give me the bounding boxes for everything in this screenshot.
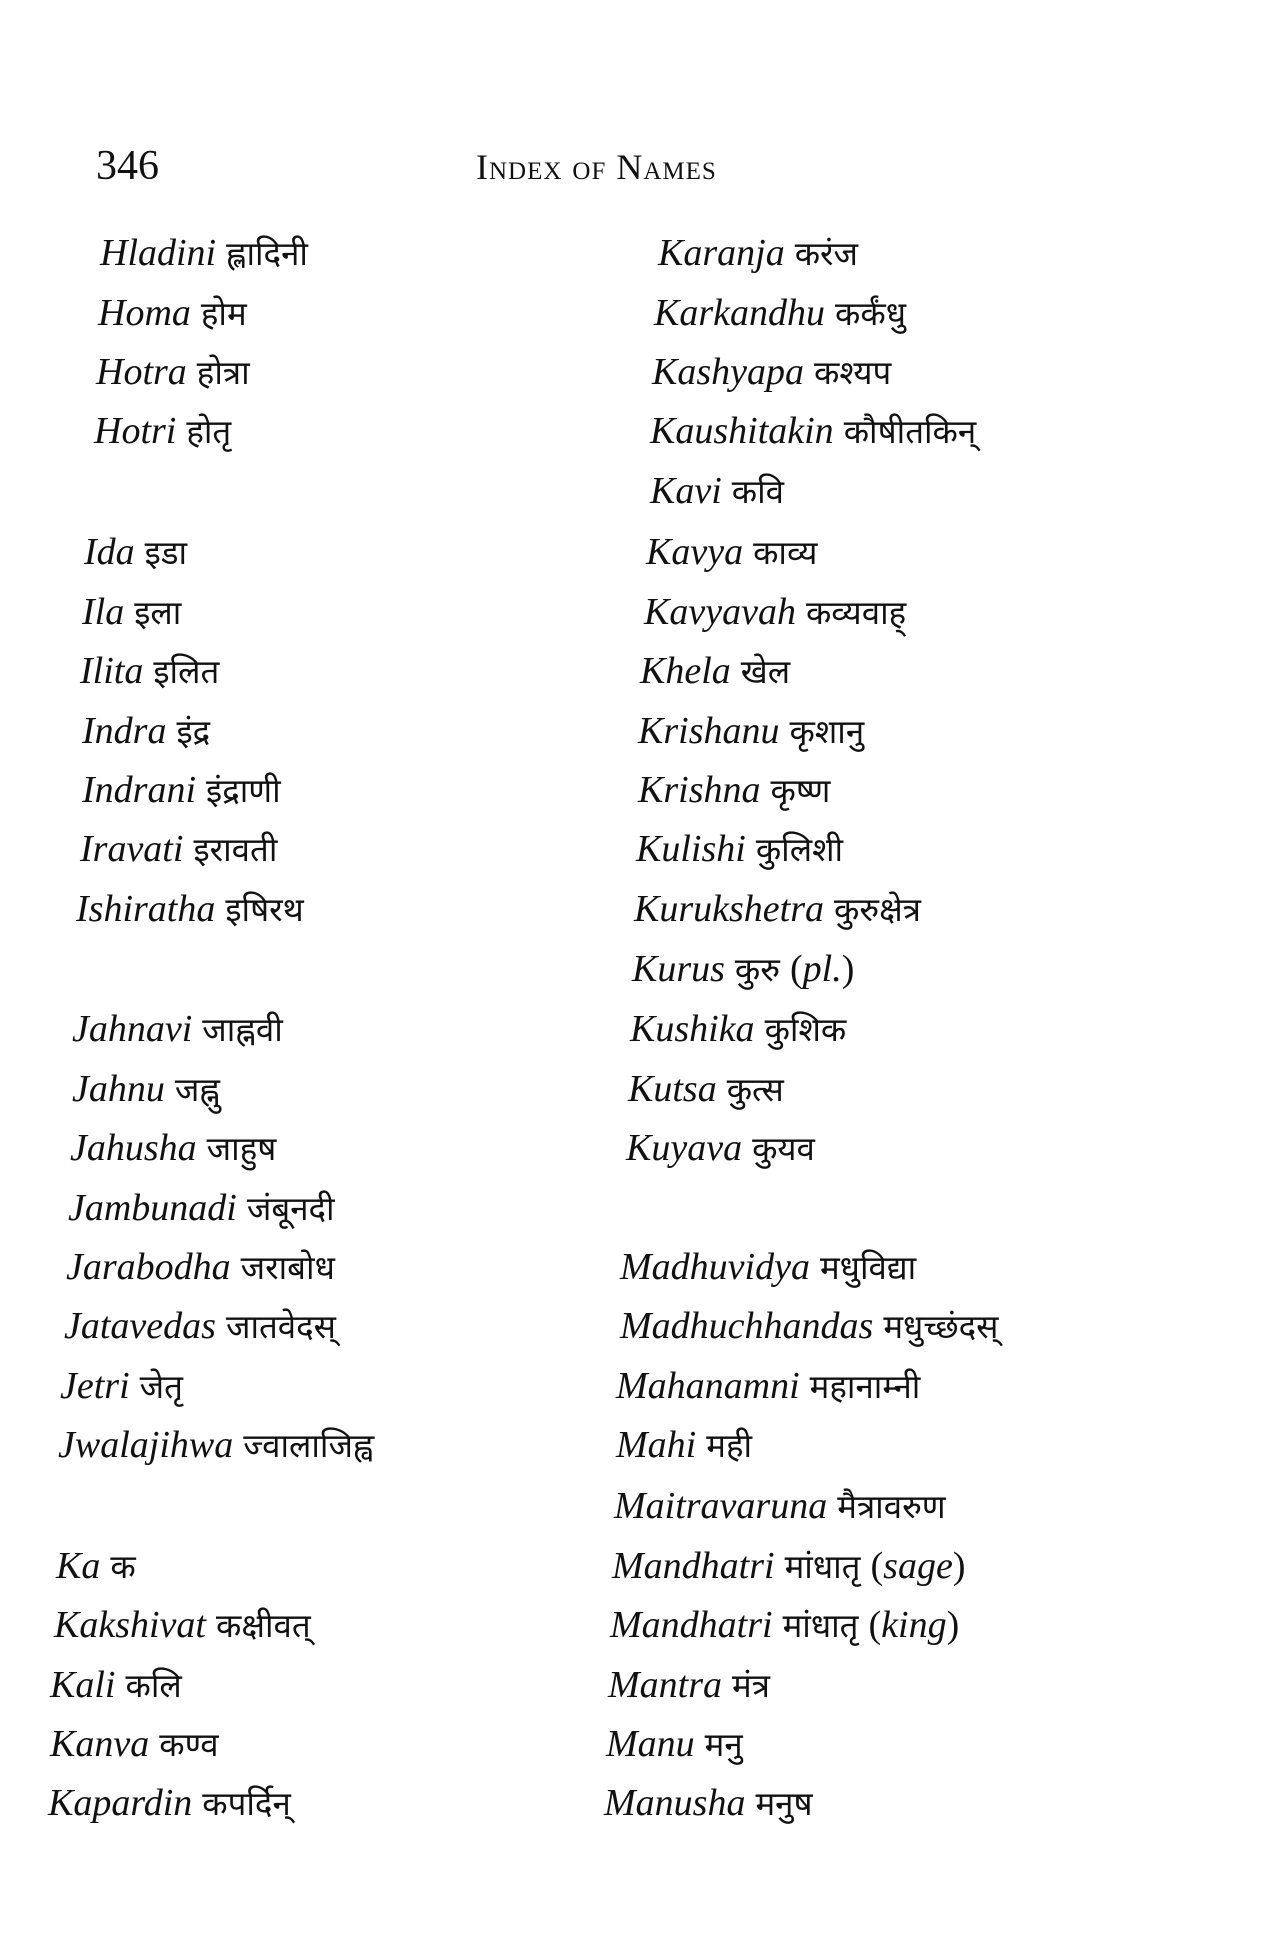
right-column-entry — [620, 1301, 998, 1351]
entry-name: Iravati — [80, 828, 184, 870]
entry-name: Madhuchhandas — [620, 1305, 874, 1347]
entry-name: Khela — [640, 650, 731, 692]
entry-name: Kaushitakin — [650, 410, 834, 452]
entry-devanagari: मधुविद्या — [819, 1248, 917, 1287]
entry-name: Karanja — [658, 232, 785, 274]
right-column-entry — [630, 1004, 846, 1054]
entry-name: Jahnavi — [72, 1008, 193, 1050]
entry-devanagari: इंद्र — [176, 712, 211, 751]
entry-name: Ishiratha — [76, 888, 216, 930]
right-column-entry — [650, 466, 784, 516]
entry-devanagari: ह्लादिनी — [226, 234, 308, 273]
entry-name: Maitravaruna — [614, 1485, 828, 1527]
entry-devanagari: कृष्ण — [770, 771, 831, 810]
entry-devanagari: जराबोध — [240, 1248, 335, 1287]
entry-note: (king) — [868, 1604, 960, 1646]
entry-name: Kurukshetra — [634, 888, 824, 930]
right-column-entry — [650, 406, 976, 456]
entry-name: Mandhatri — [612, 1545, 775, 1587]
entry-note: (sage) — [870, 1545, 966, 1587]
entry-devanagari: मनु — [704, 1725, 743, 1764]
entry-devanagari: इषिरथ — [225, 890, 304, 929]
entry-devanagari: कक्षीवत् — [215, 1606, 311, 1645]
entry-devanagari: होत्रा — [196, 353, 250, 392]
entry-name: Jatavedas — [64, 1305, 216, 1347]
entry-name: Kulishi — [636, 828, 746, 870]
entry-name: Ila — [82, 591, 125, 633]
entry-name: Manusha — [604, 1782, 746, 1824]
entry-name: Jahusha — [70, 1127, 197, 1169]
entry-devanagari: मही — [706, 1426, 753, 1465]
entry-name: Manu — [606, 1723, 695, 1765]
right-column-entry — [608, 1660, 770, 1710]
entry-devanagari: कपर्दिन् — [202, 1784, 291, 1823]
entry-name: Kurus — [632, 948, 725, 990]
entry-devanagari: कुत्स — [726, 1070, 784, 1109]
right-column-entry — [620, 1242, 916, 1292]
right-column-entry — [616, 1361, 920, 1411]
entry-name: Kavi — [650, 470, 722, 512]
entry-name: Ida — [84, 531, 135, 573]
entry-devanagari: क — [110, 1547, 136, 1586]
entry-note: (pl.) — [790, 948, 855, 990]
entry-devanagari: काव्य — [753, 533, 818, 572]
entry-name: Kutsa — [628, 1068, 717, 1110]
entry-devanagari: मैत्रावरुण — [837, 1487, 946, 1526]
right-column-entry — [632, 944, 854, 994]
right-column-entry — [604, 1778, 813, 1828]
right-column-entry — [646, 527, 817, 577]
entry-devanagari: कुशिक — [764, 1010, 847, 1049]
entry-name: Jwalajihwa — [58, 1424, 234, 1466]
entry-devanagari: कुरुक्षेत्र — [834, 890, 921, 929]
entry-devanagari: इंद्राणी — [206, 771, 281, 810]
entry-name: Hotra — [96, 351, 187, 393]
entry-devanagari: इरावती — [193, 830, 278, 869]
entry-name: Kashyapa — [652, 351, 804, 393]
entry-name: Ilita — [80, 650, 144, 692]
entry-name: Homa — [98, 292, 191, 334]
right-column-entry — [606, 1719, 743, 1769]
entry-name: Kakshivat — [54, 1604, 206, 1646]
entry-name: Mandhatri — [610, 1604, 773, 1646]
entry-name: Mahi — [616, 1424, 697, 1466]
entry-devanagari: मधुच्छंदस् — [883, 1307, 999, 1346]
entry-devanagari: महानाम्नी — [809, 1367, 921, 1406]
entry-devanagari: होम — [200, 294, 247, 333]
right-column-entry — [638, 706, 864, 756]
entry-devanagari: जेतृ — [139, 1367, 183, 1406]
entry-name: Kushika — [630, 1008, 755, 1050]
entry-devanagari: होतृ — [186, 412, 232, 451]
entry-name: Ka — [56, 1545, 101, 1587]
entry-devanagari: कौषीतकिन् — [843, 412, 977, 451]
right-column-entry — [628, 1064, 784, 1114]
entry-devanagari: जंबूनदी — [246, 1189, 335, 1228]
entry-name: Indra — [82, 710, 167, 752]
entry-devanagari: कुरु — [734, 950, 780, 989]
entry-name: Krishna — [638, 769, 761, 811]
entry-name: Krishanu — [638, 710, 780, 752]
right-column-entry — [638, 765, 830, 815]
entry-devanagari: कण्व — [159, 1725, 219, 1764]
right-column-entry — [658, 228, 858, 278]
entry-name: Madhuvidya — [620, 1246, 810, 1288]
entry-devanagari: मनुष — [755, 1784, 813, 1823]
entry-devanagari: कृशानु — [789, 712, 865, 751]
entry-name: Kuyava — [626, 1127, 743, 1169]
right-column-entry — [636, 824, 843, 874]
entry-name: Kapardin — [48, 1782, 193, 1824]
entry-devanagari: जातवेदस् — [225, 1307, 336, 1346]
entry-name: Hladini — [100, 232, 217, 274]
right-column-entry — [652, 347, 891, 397]
entry-devanagari: इला — [134, 593, 182, 632]
entry-name: Mahanamni — [616, 1365, 800, 1407]
entry-devanagari: कश्यप — [814, 353, 892, 392]
entry-devanagari: कवि — [731, 472, 785, 511]
entry-devanagari: इडा — [144, 533, 188, 572]
entry-name: Jetri — [60, 1365, 130, 1407]
entry-devanagari: कुयव — [752, 1129, 815, 1168]
right-column-entry — [644, 587, 906, 637]
entry-devanagari: कर्कंधु — [835, 294, 906, 333]
entry-name: Kavyavah — [644, 591, 796, 633]
entry-name: Jarabodha — [66, 1246, 231, 1288]
right-column-entry — [614, 1481, 946, 1531]
entry-name: Karkandhu — [654, 292, 825, 334]
entry-name: Kali — [50, 1664, 116, 1706]
page-number: 346 — [96, 143, 159, 189]
entry-devanagari: जाह्नवी — [202, 1010, 283, 1049]
entry-devanagari: करंज — [794, 234, 859, 273]
entry-name: Indrani — [82, 769, 196, 811]
right-column-entry — [654, 288, 906, 338]
right-column-entry — [634, 884, 921, 934]
right-column-entry — [626, 1123, 815, 1173]
entry-name: Jambunadi — [68, 1187, 237, 1229]
entry-devanagari: जह्नु — [174, 1070, 220, 1109]
entry-name: Mantra — [608, 1664, 722, 1706]
entry-devanagari: कुलिशी — [755, 830, 844, 869]
entry-devanagari: मांधातृ — [784, 1547, 861, 1586]
right-column-entry — [610, 1600, 959, 1650]
entry-devanagari: जाहुष — [206, 1129, 277, 1168]
right-column-entry — [616, 1420, 752, 1470]
entry-devanagari: ज्वालाजिह्व — [243, 1426, 374, 1465]
right-column-entry — [640, 646, 790, 696]
entry-devanagari: इलित — [153, 652, 220, 691]
right-column-entry — [612, 1541, 965, 1591]
entry-devanagari: मंत्र — [732, 1666, 770, 1705]
entry-devanagari: मांधातृ — [782, 1606, 859, 1645]
entry-devanagari: कव्यवाह् — [805, 593, 907, 632]
entry-devanagari: खेल — [740, 652, 791, 691]
entry-name: Hotri — [94, 410, 177, 452]
entry-devanagari: कलि — [125, 1666, 182, 1705]
entry-name: Kavya — [646, 531, 744, 573]
entry-name: Jahnu — [72, 1068, 165, 1110]
entry-name: Kanva — [50, 1723, 150, 1765]
page-title: Index of Names — [476, 147, 717, 187]
